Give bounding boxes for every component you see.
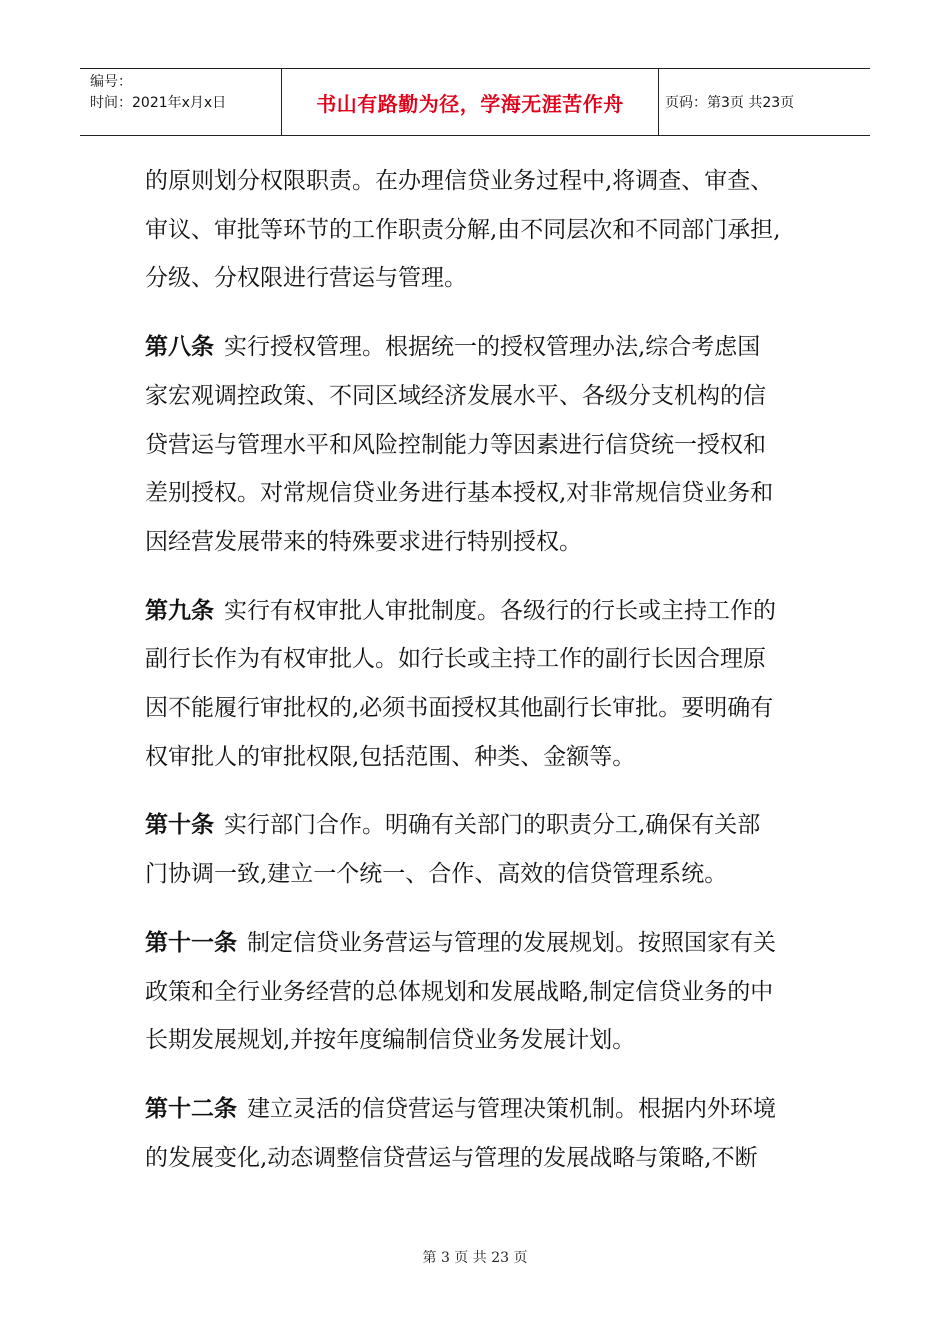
text-line <box>145 254 810 303</box>
page-footer <box>0 1247 950 1267</box>
article-paragraph <box>145 157 810 303</box>
article-paragraph <box>145 587 810 782</box>
text-line <box>145 157 810 206</box>
text-line <box>145 1085 810 1134</box>
line-text: 贷营运与管理水平和风险控制能力等因素进行信贷统一授权和 <box>145 431 766 458</box>
header-meta-cell <box>80 69 282 135</box>
text-line <box>145 469 810 518</box>
line-text: 政策和全行业务经营的总体规划和发展战略,制定信贷业务的中 <box>145 978 774 1005</box>
text-line <box>145 850 810 899</box>
text-line <box>145 206 810 255</box>
text-line <box>145 1134 810 1183</box>
document-number-label: 编号： <box>90 74 132 90</box>
text-line <box>145 372 810 421</box>
line-text: 家宏观调控政策、不同区域经济发展水平、各级分支机构的信 <box>145 382 766 409</box>
article-paragraph <box>145 919 810 1065</box>
article-number: 第九条 <box>145 597 214 624</box>
line-text: 权审批人的审批权限,包括范围、种类、金额等。 <box>145 743 636 770</box>
line-text: 建立灵活的信贷营运与管理决策机制。根据内外环境 <box>247 1095 776 1122</box>
line-text: 门协调一致,建立一个统一、合作、高效的信贷管理系统。 <box>145 861 728 888</box>
header-motto: 书山有路勤为径，学海无涯苦作舟 <box>316 91 624 116</box>
header-page-info: 页码：第3页 共23页 <box>665 95 795 111</box>
line-text: 的发展变化,动态调整信贷营运与管理的发展战略与策略,不断 <box>145 1144 758 1171</box>
article-number: 第十条 <box>145 812 214 839</box>
text-line <box>145 518 810 567</box>
article-number: 第十二条 <box>145 1095 237 1122</box>
footer-page-number: 第 3 页 共 23 页 <box>422 1250 528 1266</box>
line-text: 因不能履行审批权的,必须书面授权其他副行长审批。要明确有 <box>145 695 774 722</box>
article-number: 第八条 <box>145 334 214 361</box>
line-text: 的原则划分权限职责。在办理信贷业务过程中,将调查、审查、 <box>145 168 774 194</box>
line-text: 制定信贷业务营运与管理的发展规划。按照国家有关 <box>247 929 776 956</box>
article-paragraph <box>145 801 810 898</box>
line-text: 差别授权。对常规信贷业务进行基本授权,对非常规信贷业务和 <box>145 480 774 507</box>
text-line <box>145 323 810 372</box>
text-line <box>145 587 810 636</box>
text-line <box>145 421 810 470</box>
header-page-cell <box>659 69 870 135</box>
header-motto-cell <box>282 69 659 135</box>
line-text: 分级、分权限进行营运与管理。 <box>145 265 467 292</box>
text-line <box>145 968 810 1017</box>
line-text: 长期发展规划,并按年度编制信贷业务发展计划。 <box>145 1027 636 1054</box>
document-header <box>80 68 870 136</box>
line-text: 副行长作为有权审批人。如行长或主持工作的副行长因合理原 <box>145 646 766 673</box>
article-paragraph <box>145 1085 810 1182</box>
text-line <box>145 1016 810 1065</box>
line-text: 实行部门合作。明确有关部门的职责分工,确保有关部 <box>224 812 761 839</box>
document-body <box>145 157 810 1202</box>
line-text: 审议、审批等环节的工作职责分解,由不同层次和不同部门承担, <box>145 216 781 243</box>
text-line <box>145 801 810 850</box>
line-text: 实行授权管理。根据统一的授权管理办法,综合考虑国 <box>224 334 761 361</box>
text-line <box>145 684 810 733</box>
text-line <box>145 919 810 968</box>
line-text: 因经营发展带来的特殊要求进行特别授权。 <box>145 528 582 555</box>
text-line <box>145 733 810 782</box>
line-text: 实行有权审批人审批制度。各级行的行长或主持工作的 <box>224 597 776 624</box>
article-paragraph <box>145 323 810 567</box>
document-date-label: 时间：2021年x月x日 <box>90 95 227 111</box>
text-line <box>145 635 810 684</box>
article-number: 第十一条 <box>145 929 237 956</box>
